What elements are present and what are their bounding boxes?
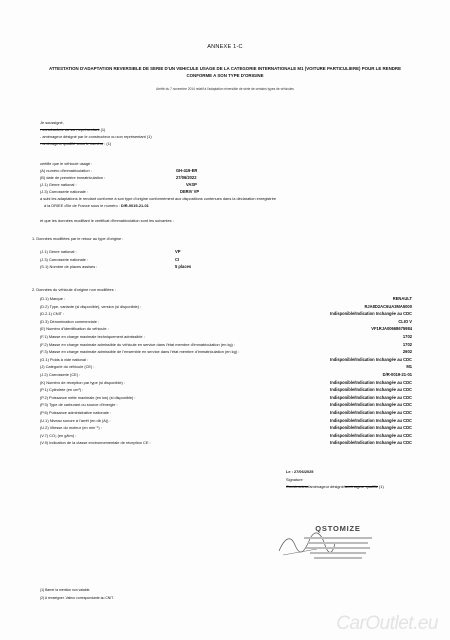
row-label: (F.1) Masse en charge maximale techniquement admissible : [40,334,145,339]
undersigned-line: Je soussigné, [40,120,64,125]
stamp-company-name: QSTOMIZE [315,524,361,533]
role-qualified: aménageur qualifié [344,484,378,489]
row-label: (P.3) Type de carburant ou source d'énergie : [40,402,118,408]
declarant-option-text: - aménageur qualifié sous le numéro [40,141,104,146]
row-label: (D.3) Dénomination commerciale : [40,318,100,324]
field-label: (A) numéro d'immatriculation : [40,168,92,173]
row-value: RJA8D2AC6UA3MA5000 [364,303,412,309]
document-subtitle: Arrêté du 7 novembre 2014 relatif à l'adaptation réversible de série de certains types de véhicules [156,87,294,91]
row-label: (P.1) Cylindrée (en cm³) : [40,387,84,393]
declarant-option-1 [40,127,105,132]
declarant-option-3 [40,141,111,146]
company-stamp [298,524,378,570]
declarant-option-note: (1) [146,134,152,139]
row-label: (J.1) Genre national : [40,249,77,254]
row-value: 1702 [402,334,412,339]
field-label: (J.1) Genre national : [40,182,77,187]
row-value: 1702 [402,341,412,347]
stamp-text-line [304,537,372,539]
row-value: Indisponible/Indication Inchangée au CDC [330,379,412,385]
row-label: (F.2) Masse en charge maximale admissible du véhicule en service dans l'état membre d'immatriculation (en kg) : [40,341,236,347]
footnote-1: (1) Barrer la mention non valable. [40,588,91,592]
row-label: (J) Catégorie du véhicule (CE) : [40,364,95,370]
stamp-text-line [308,542,368,544]
row-value: 5 places [175,264,192,269]
declarant-option-text: - aménageur désigné par le constructeur ou son représentant [40,134,146,139]
adaptation-text: a subi les adaptations le rendant conforme à son type d'origine conformément aux dispositions contenues dans la déclaration enregistrée [40,196,277,201]
row-value: Indisponible/Indication Inchangée au CDC [330,394,412,400]
row-value: Indisponible/Indication Inchangée au CDC [330,311,412,317]
signature-role [286,484,384,489]
row-value: CLIO V [398,318,412,324]
row-label: (D.2.1) CNIT : [40,311,65,317]
row-label: (S.1) Nombre de places assises : [40,264,98,269]
signature-date: Le : 27/06/2025 [286,469,314,474]
row-label: (F.3) Masse en charge maximale admissible de l'ensemble en service dans l'état membre d'immatriculation (en kg) : [40,349,240,355]
row-label: (D.1) Marque : [40,296,66,301]
field-value: GH-419-ER [176,168,198,173]
row-value: D/R-0019-21-01 [382,372,412,377]
declarant-option-text: - constructeur ou son représentant [40,127,100,132]
field-value: VASP [186,182,197,187]
declarant-option-note: : (1) [104,141,112,146]
row-label: (U.1) Niveau sonore à l'arrêt (en db (A)) : [40,417,111,423]
field-label: (B) date de première immatriculation : [40,175,106,180]
field-label: (J.3) Carrosserie nationale : [40,189,89,194]
row-value: Indisponible/Indication Inchangée au CDC [330,356,412,362]
row-value: Indisponible/Indication Inchangée au CDC [330,387,412,393]
role-designated: /aménageur désigné/ [308,484,345,489]
row-label: (G.1) Poids à vide national : [40,356,89,362]
field-value: 27/06/2022 [176,175,197,180]
row-value: CI [175,256,180,262]
row-label: (E) Numéro d'identification du véhicule : [40,326,109,332]
field-value: DERIV VP [180,189,200,194]
row-value: RENAULT [392,296,412,301]
dreet-number: D/R-0019-21-01 [120,203,149,208]
row-label: (P.2) Puissance nette maximale (en kw) (si disponible) : [40,394,136,400]
declarant-option-2 [40,134,152,139]
footnote-2: (2) A renseigner. Valeur correspondante au CNIT. [40,596,114,600]
dreet-line [44,203,149,208]
modified-intro: et que les données modifiant le certificat d'immatriculation sont les suivantes : [40,218,174,223]
section2-heading: 2. Données du véhicule d'origine non modifiées : [32,287,116,292]
row-value: Indisponible/Indication Inchangée au CDC [330,440,412,446]
row-label: (J.3) Carrosserie nationale : [40,256,89,262]
signature-label: Signature [286,477,303,482]
stamp-text-line [306,547,370,549]
role-constructor: Constructeur [286,484,309,489]
dreet-text: à la DRIEE d'Ile de France sous le numéro : [44,203,120,208]
row-value: Indisponible/Indication Inchangée au CDC [330,410,412,415]
row-label: (V.9) Indication de la classe environnementale de réception CE : [40,440,151,446]
role-note: (1) [379,484,384,489]
row-label: (K) Numéro de réception par type (si disponible) : [40,379,125,385]
row-label: (J.2) Carrosserie (CE) : [40,372,81,377]
watermark: CarOutlet.eu [336,613,438,634]
stamp-text-line [314,557,362,559]
row-value: Indisponible/Indication Inchangée au CDC [330,425,412,431]
certify-line: certifie que le véhicule usagé : [40,161,93,166]
row-value: Indisponible/Indication Inchangée au CDC [330,417,412,423]
row-label: (P.6) Puissance administrative nationale : [40,410,112,415]
row-value: VF1RJA00668675984 [371,326,412,332]
declarant-option-note: (1) [100,127,106,132]
row-value: 2602 [402,349,412,355]
row-value: Indisponible/Indication Inchangée au CDC [330,402,412,408]
row-label: (D.2) Type, variante (si disponible), version (si disponible) : [40,303,142,309]
row-value: Indisponible/Indication Inchangée au CDC [330,432,412,438]
stamp-text-line [310,552,366,554]
section1-heading: 1. Données modifiées par le retour au type d'origine : [32,236,124,241]
row-label: (V.7) CO₂ (en g/km) : [40,432,77,438]
annex-heading: ANNEXE 1-C [207,44,243,50]
row-value: VP [175,249,181,254]
row-value: M1 [406,364,412,370]
document-title: ATTESTATION D'ADAPTATION REVERSIBLE DE SERIE D'UN VEHICULE USAGE DE LA CATEGORIE INTERNATIONALE M1 (VOITURE PARTICULIERE) POUR LE RENDRE CONFORME A SON TYPE D'ORIGINE [48,66,402,78]
row-label: (U.2) Vitesse du moteur (en min⁻¹) : [40,425,102,431]
